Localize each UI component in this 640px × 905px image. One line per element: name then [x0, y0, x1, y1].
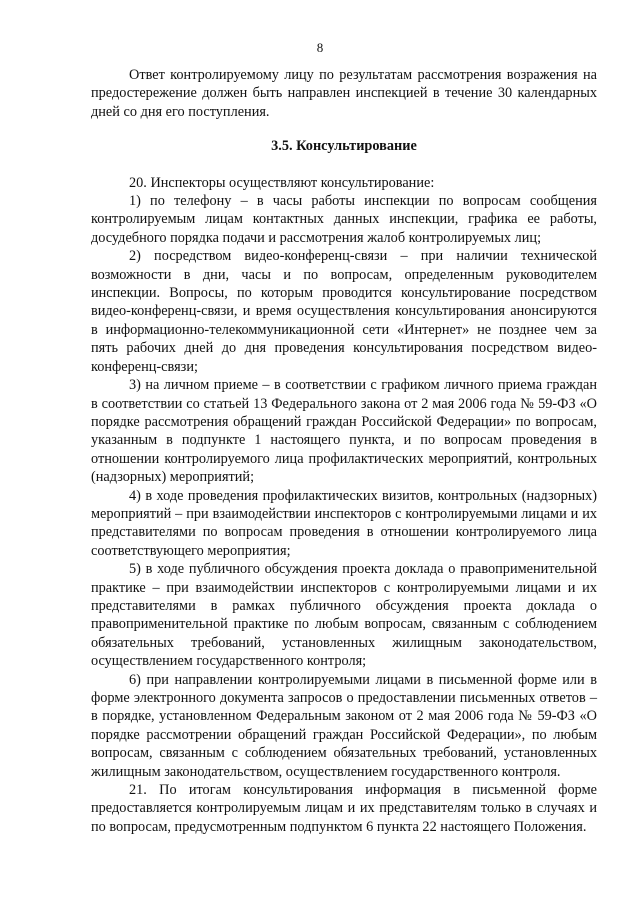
paragraph-subitem-3: 3) на личном приеме – в соответствии с графиком личного приема граждан в соответствии со статьей 13 Федерального закона от 2 мая 2006 года № 59-ФЗ «О порядке рассмотрения обращений граждан Российской Федерации» по вопросам, указанным в подпункте 1 настоящего пункта, и по вопросам проведения в отношении контролируемого лица профилактических мероприятий, контрольных (надзорных) мероприятий; — [91, 377, 597, 486]
document-body — [91, 66, 597, 836]
page-number: 8 — [316, 40, 324, 55]
paragraph-subitem-5: 5) в ходе публичного обсуждения проекта доклада о правоприменительной практике – при взаимодействии инспекторов с контролируемыми лицами и их представителями в рамках публичного обсуждения проекта доклада о правоприменительной практике по любым вопросам, связанным с соблюдением обязательных требований, установленных жилищным законодательством, осуществлением государственного контроля; — [91, 561, 597, 670]
paragraph-subitem-6: 6) при направлении контролируемыми лицами в письменной форме или в форме электронного документа запросов о предоставлении письменных ответов – в порядке, установленном Федеральным законом от 2 мая 2006 года № 59-ФЗ «О порядке рассмотрении обращений граждан Российской Федерации», по любым вопросам, связанным с соблюдением обязательных требований, установленных жилищным законодательством, осуществлением государственного контроля. — [91, 671, 597, 780]
paragraph-subitem-4: 4) в ходе проведения профилактических визитов, контрольных (надзорных) мероприятий – при взаимодействии инспекторов с контролируемыми лицами и их представителями по вопросам проведения в отношении контролируемого лица соответствующего мероприятия; — [91, 487, 597, 559]
paragraph-subitem-2: 2) посредством видео-конференц-связи – при наличии технической возможности в дни, часы и по вопросам, определенным руководителем инспекции. Вопросы, по которым проводится консультирование посредством видео-конференц-связи, и время осуществления консультирования анонсируются в информационно-телекоммуникационной сети «Интернет» не позднее чем за пять рабочих дней до дня проведения консультирования посредством видео-конференц-связи; — [91, 248, 597, 375]
paragraph-response-deadline: Ответ контролируемому лицу по результатам рассмотрения возражения на предостережение должен быть направлен инспекцией в течение 30 календарных дней со дня его поступления. — [91, 67, 597, 120]
section-heading: 3.5. Консультирование — [271, 138, 417, 155]
paragraph-item-20: 20. Инспекторы осуществляют консультирование: — [129, 174, 435, 191]
paragraph-subitem-1: 1) по телефону – в часы работы инспекции по вопросам сообщения контролируемым лицам контактных данных инспекции, графика ее работы, досудебного порядка подачи и рассмотрения жалоб контролируемых лиц; — [91, 193, 597, 246]
paragraph-item-21: 21. По итогам консультирования информация в письменной форме предоставляется контролируемым лицам и их представителям только в случаях и по вопросам, предусмотренным подпунктом 6 пункта 22 настоящего Положения. — [91, 782, 597, 835]
